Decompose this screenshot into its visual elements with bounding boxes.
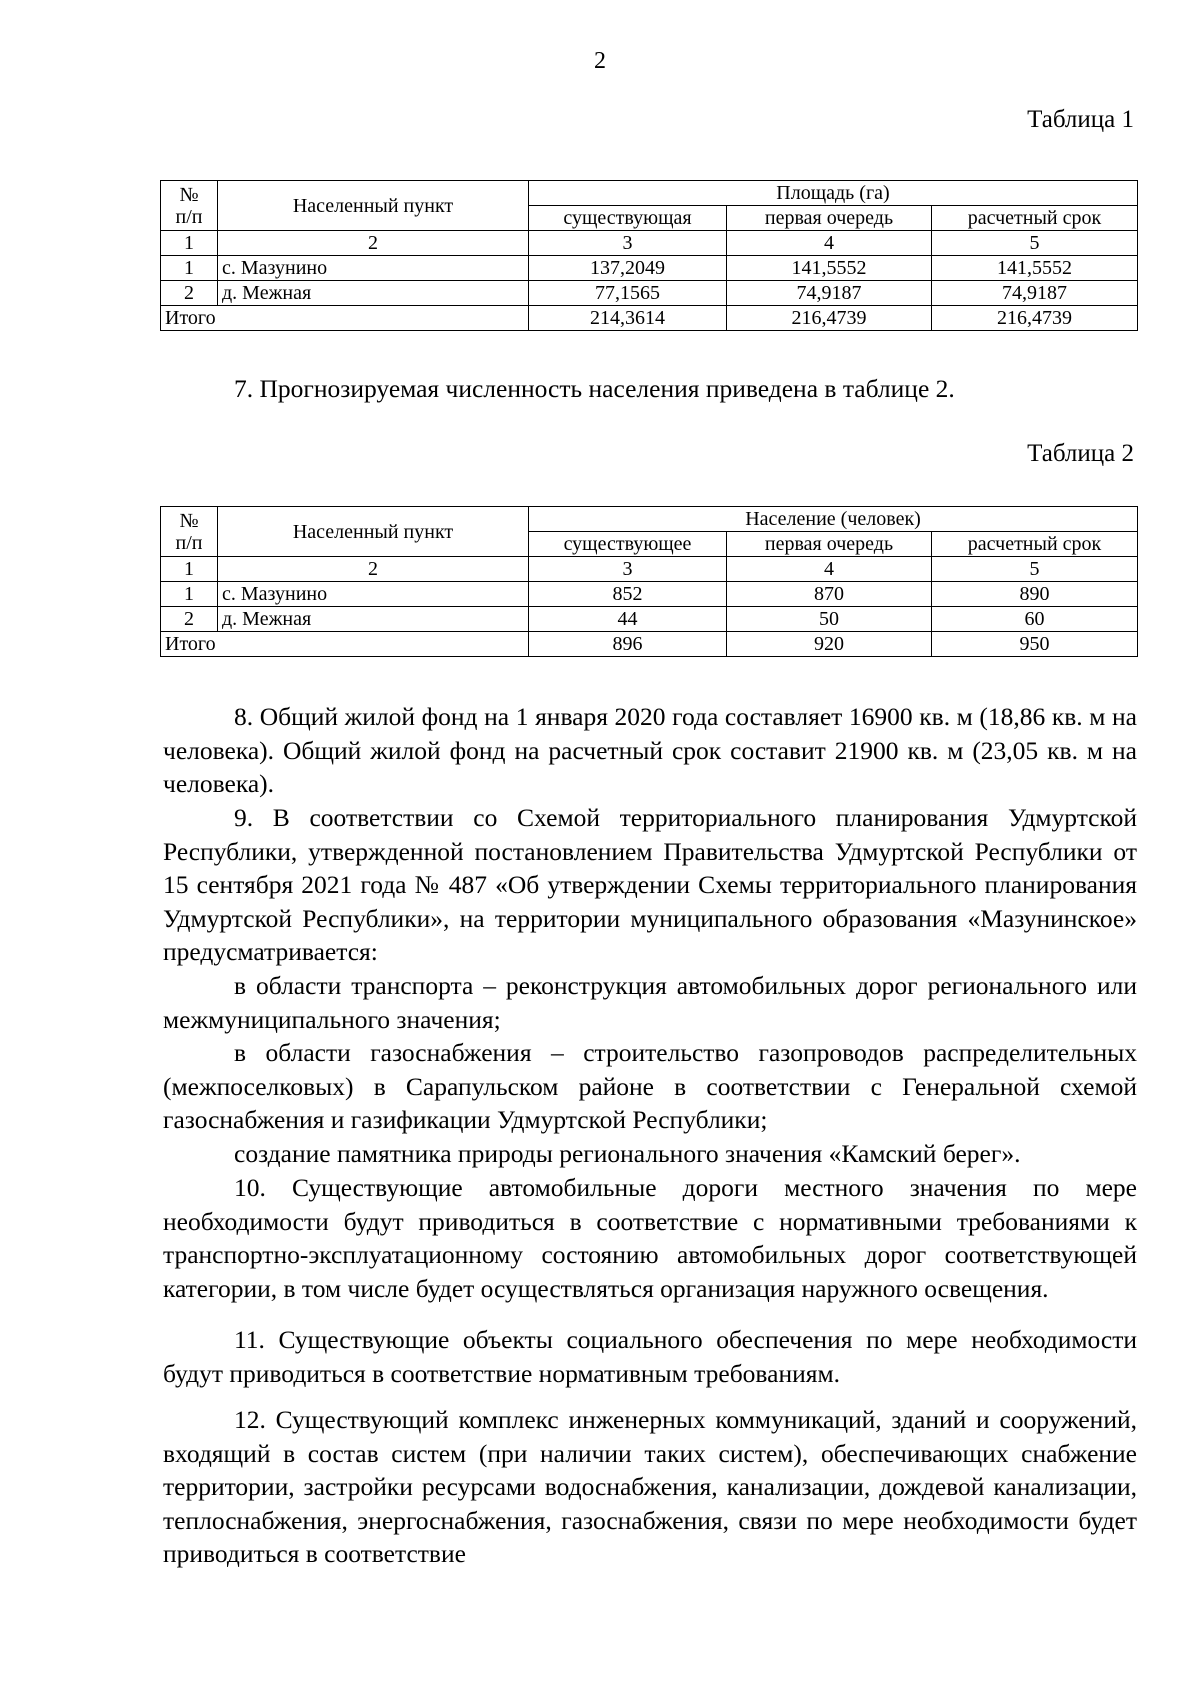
index-cell: 2 bbox=[218, 231, 529, 256]
row-settlement: д. Межная bbox=[218, 281, 529, 306]
header-col-existing: существующее bbox=[529, 532, 727, 557]
total-value: 896 bbox=[529, 632, 727, 657]
total-row bbox=[161, 306, 1138, 331]
total-value: 216,4739 bbox=[932, 306, 1138, 331]
header-settlement: Населенный пункт bbox=[218, 181, 529, 231]
row-num: 2 bbox=[161, 607, 218, 632]
row-num: 2 bbox=[161, 281, 218, 306]
index-cell: 3 bbox=[529, 231, 727, 256]
total-value: 214,3614 bbox=[529, 306, 727, 331]
row-num: 1 bbox=[161, 256, 218, 281]
paragraph-8: 8. Общий жилой фонд на 1 января 2020 года составляет 16900 кв. м (18,86 кв. м на человека). Общий жилой фонд на расчетный срок составит 21900 кв. м (23,05 кв. м на человека). bbox=[163, 702, 1137, 798]
header-col-first-stage: первая очередь bbox=[727, 532, 932, 557]
paragraph-9-transport: в области транспорта – реконструкция автомобильных дорог регионального или межмуниципального значения; bbox=[163, 971, 1137, 1034]
paragraph-7: 7. Прогнозируемая численность населения приведена в таблице 2. bbox=[234, 374, 955, 403]
index-cell: 3 bbox=[529, 557, 727, 582]
index-cell: 4 bbox=[727, 231, 932, 256]
paragraph-10: 10. Существующие автомобильные дороги местного значения по мере необходимости будут приводиться в соответствие с нормативными требованиями к транспортно-эксплуатационному состоянию автомобильных дорог соответствующей категории, в том числе будет осуществляться организация наружного освещения. bbox=[163, 1173, 1137, 1303]
table-row bbox=[161, 281, 1138, 306]
total-label: Итого bbox=[161, 306, 529, 331]
index-row bbox=[161, 557, 1138, 582]
header-num: № п/п bbox=[161, 507, 218, 557]
table-row bbox=[161, 607, 1138, 632]
row-num: 1 bbox=[161, 582, 218, 607]
total-value: 950 bbox=[932, 632, 1138, 657]
header-population-group: Население (человек) bbox=[529, 507, 1138, 532]
total-value: 920 bbox=[727, 632, 932, 657]
page-number: 2 bbox=[594, 48, 606, 74]
population-table bbox=[160, 506, 1138, 657]
paragraph-9: 9. В соответствии со Схемой территориального планирования Удмуртской Республики, утвержденной постановлением Правительства Удмуртской Республики от 15 сентября 2021 года № 487 «Об утверждении Схемы территориального планирования Удмуртской Республики», на территории муниципального образования «Мазунинское» предусматривается: bbox=[163, 803, 1137, 966]
row-value: 141,5552 bbox=[727, 256, 932, 281]
row-value: 50 bbox=[727, 607, 932, 632]
table-row bbox=[161, 582, 1138, 607]
paragraph-9-nature: создание памятника природы регионального значения «Камский берег». bbox=[234, 1139, 1021, 1168]
index-cell: 4 bbox=[727, 557, 932, 582]
header-col-existing: существующая bbox=[529, 206, 727, 231]
index-cell: 2 bbox=[218, 557, 529, 582]
table-row bbox=[161, 256, 1138, 281]
row-value: 74,9187 bbox=[932, 281, 1138, 306]
table1-caption: Таблица 1 bbox=[1027, 106, 1134, 133]
total-row bbox=[161, 632, 1138, 657]
index-cell: 5 bbox=[932, 231, 1138, 256]
area-table bbox=[160, 180, 1138, 331]
row-value: 852 bbox=[529, 582, 727, 607]
index-cell: 1 bbox=[161, 557, 218, 582]
row-value: 137,2049 bbox=[529, 256, 727, 281]
header-settlement: Населенный пункт bbox=[218, 507, 529, 557]
row-value: 870 bbox=[727, 582, 932, 607]
total-label: Итого bbox=[161, 632, 529, 657]
paragraph-9-gas: в области газоснабжения – строительство газопроводов распределительных (межпоселковых) в Сарапульском районе в соответствии с Генеральной схемой газоснабжения и газификации Удмуртской Республики; bbox=[163, 1038, 1137, 1134]
header-col-first-stage: первая очередь bbox=[727, 206, 932, 231]
row-value: 44 bbox=[529, 607, 727, 632]
header-col-final-term: расчетный срок bbox=[932, 532, 1138, 557]
row-settlement: с. Мазунино bbox=[218, 256, 529, 281]
row-value: 141,5552 bbox=[932, 256, 1138, 281]
header-area-group: Площадь (га) bbox=[529, 181, 1138, 206]
index-cell: 1 bbox=[161, 231, 218, 256]
header-num: № п/п bbox=[161, 181, 218, 231]
row-value: 60 bbox=[932, 607, 1138, 632]
row-settlement: с. Мазунино bbox=[218, 582, 529, 607]
row-value: 890 bbox=[932, 582, 1138, 607]
row-settlement: д. Межная bbox=[218, 607, 529, 632]
index-row bbox=[161, 231, 1138, 256]
table2-caption: Таблица 2 bbox=[1027, 440, 1134, 467]
paragraph-12: 12. Существующий комплекс инженерных коммуникаций, зданий и сооружений, входящий в состав систем (при наличии таких систем), обеспечивающих снабжение территории, застройки ресурсами водоснабжения, канализации, дождевой канализации, теплоснабжения, энергоснабжения, газоснабжения, связи по мере необходимости будет приводиться в соответствие bbox=[163, 1405, 1137, 1568]
row-value: 77,1565 bbox=[529, 281, 727, 306]
paragraph-11: 11. Существующие объекты социального обеспечения по мере необходимости будут приводиться в соответствие нормативным требованиям. bbox=[163, 1325, 1137, 1388]
total-value: 216,4739 bbox=[727, 306, 932, 331]
header-col-final-term: расчетный срок bbox=[932, 206, 1138, 231]
index-cell: 5 bbox=[932, 557, 1138, 582]
row-value: 74,9187 bbox=[727, 281, 932, 306]
